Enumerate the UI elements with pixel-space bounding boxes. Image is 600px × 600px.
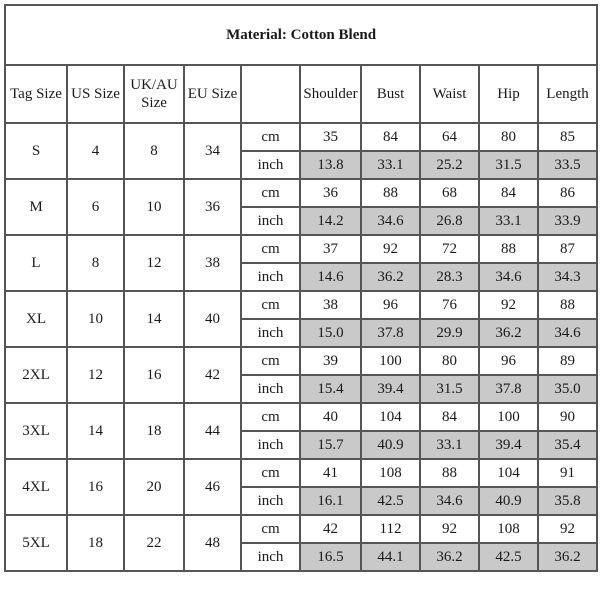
shoulder-cm-cell: 41 (300, 459, 361, 487)
unit-cm-cell: cm (241, 459, 300, 487)
unit-cm-cell: cm (241, 515, 300, 543)
bust-cm-cell: 96 (361, 291, 420, 319)
waist-inch-cell: 26.8 (420, 207, 479, 235)
header-us-size: US Size (67, 65, 124, 123)
hip-cm-cell: 84 (479, 179, 538, 207)
ukau-size-cell: 18 (124, 403, 184, 459)
length-cm-cell: 91 (538, 459, 597, 487)
bust-inch-cell: 42.5 (361, 487, 420, 515)
waist-inch-cell: 29.9 (420, 319, 479, 347)
eu-size-cell: 44 (184, 403, 241, 459)
eu-size-cell: 34 (184, 123, 241, 179)
waist-cm-cell: 64 (420, 123, 479, 151)
length-cm-cell: 87 (538, 235, 597, 263)
ukau-size-cell: 20 (124, 459, 184, 515)
unit-cm-cell: cm (241, 347, 300, 375)
bust-cm-cell: 104 (361, 403, 420, 431)
eu-size-cell: 38 (184, 235, 241, 291)
waist-inch-cell: 36.2 (420, 543, 479, 571)
eu-size-cell: 48 (184, 515, 241, 571)
tag-size-cell: L (5, 235, 67, 291)
waist-inch-cell: 33.1 (420, 431, 479, 459)
hip-inch-cell: 31.5 (479, 151, 538, 179)
us-size-cell: 4 (67, 123, 124, 179)
length-inch-cell: 33.9 (538, 207, 597, 235)
ukau-size-cell: 22 (124, 515, 184, 571)
header-length: Length (538, 65, 597, 123)
tag-size-cell: 2XL (5, 347, 67, 403)
title-row (5, 5, 597, 65)
unit-inch-cell: inch (241, 543, 300, 571)
shoulder-inch-cell: 16.5 (300, 543, 361, 571)
waist-cm-cell: 76 (420, 291, 479, 319)
ukau-size-cell: 14 (124, 291, 184, 347)
tag-size-cell: 4XL (5, 459, 67, 515)
length-cm-cell: 90 (538, 403, 597, 431)
unit-cm-cell: cm (241, 291, 300, 319)
length-cm-cell: 86 (538, 179, 597, 207)
us-size-cell: 8 (67, 235, 124, 291)
eu-size-cell: 36 (184, 179, 241, 235)
hip-inch-cell: 42.5 (479, 543, 538, 571)
ukau-size-cell: 16 (124, 347, 184, 403)
eu-size-cell: 40 (184, 291, 241, 347)
tag-size-cell: 3XL (5, 403, 67, 459)
us-size-cell: 10 (67, 291, 124, 347)
length-inch-cell: 35.8 (538, 487, 597, 515)
size-row-cm (5, 291, 597, 319)
bust-cm-cell: 112 (361, 515, 420, 543)
hip-inch-cell: 33.1 (479, 207, 538, 235)
shoulder-cm-cell: 38 (300, 291, 361, 319)
unit-inch-cell: inch (241, 431, 300, 459)
size-row-cm (5, 403, 597, 431)
length-inch-cell: 35.0 (538, 375, 597, 403)
unit-inch-cell: inch (241, 487, 300, 515)
us-size-cell: 16 (67, 459, 124, 515)
ukau-size-cell: 8 (124, 123, 184, 179)
length-cm-cell: 85 (538, 123, 597, 151)
hip-cm-cell: 96 (479, 347, 538, 375)
hip-inch-cell: 37.8 (479, 375, 538, 403)
bust-cm-cell: 92 (361, 235, 420, 263)
us-size-cell: 12 (67, 347, 124, 403)
bust-inch-cell: 40.9 (361, 431, 420, 459)
unit-cm-cell: cm (241, 235, 300, 263)
hip-inch-cell: 34.6 (479, 263, 538, 291)
bust-cm-cell: 108 (361, 459, 420, 487)
unit-inch-cell: inch (241, 375, 300, 403)
table-title: Material: Cotton Blend (5, 5, 597, 65)
unit-inch-cell: inch (241, 207, 300, 235)
size-row-cm (5, 347, 597, 375)
waist-cm-cell: 88 (420, 459, 479, 487)
shoulder-inch-cell: 15.0 (300, 319, 361, 347)
size-chart (4, 4, 596, 596)
shoulder-cm-cell: 42 (300, 515, 361, 543)
bust-inch-cell: 37.8 (361, 319, 420, 347)
us-size-cell: 6 (67, 179, 124, 235)
bust-inch-cell: 39.4 (361, 375, 420, 403)
waist-inch-cell: 28.3 (420, 263, 479, 291)
header-ukau-size (124, 65, 184, 123)
length-inch-cell: 36.2 (538, 543, 597, 571)
hip-cm-cell: 104 (479, 459, 538, 487)
bust-cm-cell: 84 (361, 123, 420, 151)
size-table (4, 4, 598, 572)
waist-inch-cell: 31.5 (420, 375, 479, 403)
unit-cm-cell: cm (241, 403, 300, 431)
length-cm-cell: 92 (538, 515, 597, 543)
waist-cm-cell: 72 (420, 235, 479, 263)
unit-inch-cell: inch (241, 151, 300, 179)
hip-inch-cell: 36.2 (479, 319, 538, 347)
size-row-cm (5, 123, 597, 151)
bust-cm-cell: 88 (361, 179, 420, 207)
waist-inch-cell: 34.6 (420, 487, 479, 515)
header-shoulder: Shoulder (300, 65, 361, 123)
shoulder-cm-cell: 39 (300, 347, 361, 375)
ukau-size-cell: 12 (124, 235, 184, 291)
tag-size-cell: S (5, 123, 67, 179)
hip-cm-cell: 80 (479, 123, 538, 151)
unit-inch-cell: inch (241, 319, 300, 347)
tag-size-cell: 5XL (5, 515, 67, 571)
header-waist: Waist (420, 65, 479, 123)
us-size-cell: 14 (67, 403, 124, 459)
shoulder-inch-cell: 14.6 (300, 263, 361, 291)
unit-inch-cell: inch (241, 263, 300, 291)
hip-cm-cell: 88 (479, 235, 538, 263)
bust-inch-cell: 36.2 (361, 263, 420, 291)
shoulder-inch-cell: 13.8 (300, 151, 361, 179)
shoulder-inch-cell: 15.4 (300, 375, 361, 403)
waist-cm-cell: 68 (420, 179, 479, 207)
table-body (5, 5, 597, 571)
header-eu-size: EU Size (184, 65, 241, 123)
shoulder-cm-cell: 37 (300, 235, 361, 263)
shoulder-inch-cell: 16.1 (300, 487, 361, 515)
header-row (5, 65, 597, 123)
header-hip: Hip (479, 65, 538, 123)
eu-size-cell: 46 (184, 459, 241, 515)
header-bust: Bust (361, 65, 420, 123)
bust-inch-cell: 44.1 (361, 543, 420, 571)
shoulder-inch-cell: 15.7 (300, 431, 361, 459)
length-inch-cell: 34.6 (538, 319, 597, 347)
waist-cm-cell: 92 (420, 515, 479, 543)
shoulder-cm-cell: 40 (300, 403, 361, 431)
header-ukau-size-label: UK/AU Size (130, 77, 178, 111)
waist-cm-cell: 80 (420, 347, 479, 375)
bust-inch-cell: 34.6 (361, 207, 420, 235)
unit-cm-cell: cm (241, 179, 300, 207)
header-unit (241, 65, 300, 123)
size-row-cm (5, 179, 597, 207)
hip-cm-cell: 100 (479, 403, 538, 431)
size-row-cm (5, 515, 597, 543)
size-row-cm (5, 235, 597, 263)
tag-size-cell: M (5, 179, 67, 235)
length-inch-cell: 34.3 (538, 263, 597, 291)
hip-inch-cell: 40.9 (479, 487, 538, 515)
ukau-size-cell: 10 (124, 179, 184, 235)
length-inch-cell: 35.4 (538, 431, 597, 459)
tag-size-cell: XL (5, 291, 67, 347)
bust-inch-cell: 33.1 (361, 151, 420, 179)
waist-cm-cell: 84 (420, 403, 479, 431)
bust-cm-cell: 100 (361, 347, 420, 375)
header-tag-size: Tag Size (5, 65, 67, 123)
hip-inch-cell: 39.4 (479, 431, 538, 459)
waist-inch-cell: 25.2 (420, 151, 479, 179)
shoulder-cm-cell: 36 (300, 179, 361, 207)
size-row-cm (5, 459, 597, 487)
hip-cm-cell: 92 (479, 291, 538, 319)
length-cm-cell: 88 (538, 291, 597, 319)
shoulder-inch-cell: 14.2 (300, 207, 361, 235)
length-cm-cell: 89 (538, 347, 597, 375)
shoulder-cm-cell: 35 (300, 123, 361, 151)
us-size-cell: 18 (67, 515, 124, 571)
unit-cm-cell: cm (241, 123, 300, 151)
length-inch-cell: 33.5 (538, 151, 597, 179)
eu-size-cell: 42 (184, 347, 241, 403)
hip-cm-cell: 108 (479, 515, 538, 543)
